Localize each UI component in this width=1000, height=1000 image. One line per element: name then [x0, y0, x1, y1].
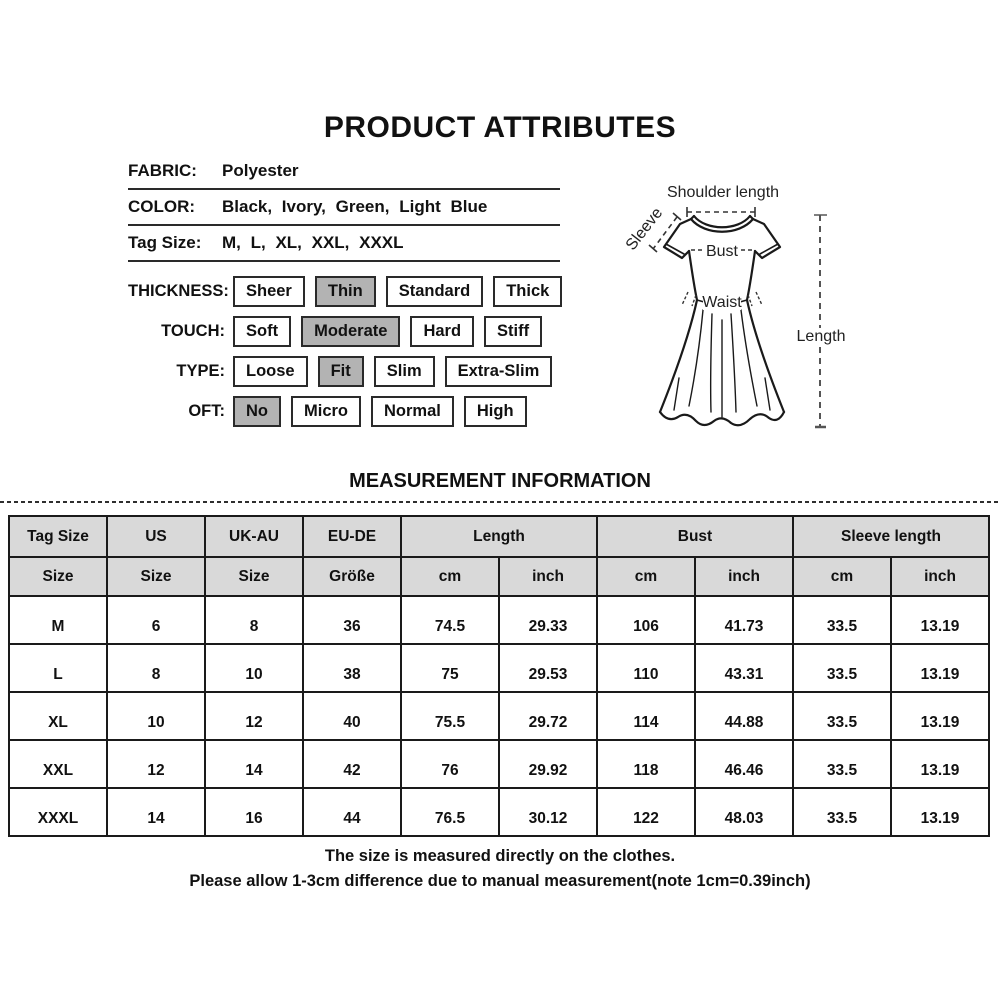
option-touch-stiff: Stiff	[484, 316, 542, 347]
attribute-option-rows	[128, 276, 588, 436]
table-header-tag-size: Tag Size	[9, 516, 107, 557]
table-subheader-3-gr-e: Größe	[303, 557, 401, 596]
table-cell: 13.19	[891, 692, 989, 740]
table-row-l	[9, 644, 989, 692]
table-subheader-5-inch: inch	[499, 557, 597, 596]
table-cell: 14	[107, 788, 205, 836]
fabric-row	[128, 154, 560, 190]
table-cell: 8	[107, 644, 205, 692]
table-header-us: US	[107, 516, 205, 557]
oft-label: OFT:	[188, 402, 225, 420]
table-subheader-7-inch: inch	[695, 557, 793, 596]
option-oft-no: No	[233, 396, 281, 427]
option-thickness-thick: Thick	[493, 276, 562, 307]
length-measure-line	[814, 215, 827, 427]
option-thickness-standard: Standard	[386, 276, 484, 307]
table-cell: 118	[597, 740, 695, 788]
table-cell: XXL	[9, 740, 107, 788]
option-thickness-thin: Thin	[315, 276, 376, 307]
table-row-m	[9, 596, 989, 644]
table-row-xl	[9, 692, 989, 740]
color-row	[128, 190, 560, 226]
oft-row	[128, 396, 588, 427]
tag-size-row	[128, 226, 560, 262]
option-type-fit: Fit	[318, 356, 364, 387]
table-cell: 40	[303, 692, 401, 740]
table-cell: 29.53	[499, 644, 597, 692]
table-cell: 13.19	[891, 644, 989, 692]
fabric-label: FABRIC:	[128, 161, 197, 180]
thickness-label: THICKNESS:	[128, 282, 229, 300]
table-cell: 13.19	[891, 740, 989, 788]
waist-label: Waist	[702, 294, 742, 311]
table-cell: 29.92	[499, 740, 597, 788]
bust-label: Bust	[705, 243, 739, 260]
type-label: TYPE:	[176, 362, 225, 380]
touch-label: TOUCH:	[161, 322, 225, 340]
table-cell: 75	[401, 644, 499, 692]
table-header-bust: Bust	[597, 516, 793, 557]
table-subheader-4-cm: cm	[401, 557, 499, 596]
size-table-head	[9, 516, 989, 596]
table-cell: 29.33	[499, 596, 597, 644]
attribute-rows	[128, 154, 560, 262]
table-cell: 33.5	[793, 788, 891, 836]
tag-size-label: Tag Size:	[128, 233, 202, 252]
table-cell: 13.19	[891, 788, 989, 836]
thickness-options	[233, 276, 562, 307]
table-subheader-9-inch: inch	[891, 557, 989, 596]
table-cell: 12	[205, 692, 303, 740]
shoulder-length-label: Shoulder length	[666, 184, 780, 201]
sleeve-label: Sleeve	[622, 204, 667, 254]
table-cell: 42	[303, 740, 401, 788]
table-cell: 41.73	[695, 596, 793, 644]
table-cell: 33.5	[793, 740, 891, 788]
option-oft-micro: Micro	[291, 396, 361, 427]
table-cell: XXXL	[9, 788, 107, 836]
oft-options	[233, 396, 527, 427]
table-cell: 44	[303, 788, 401, 836]
table-cell: 16	[205, 788, 303, 836]
table-cell: 122	[597, 788, 695, 836]
table-cell: 48.03	[695, 788, 793, 836]
table-cell: L	[9, 644, 107, 692]
length-label: Length	[796, 328, 846, 345]
option-touch-hard: Hard	[410, 316, 474, 347]
table-cell: 14	[205, 740, 303, 788]
size-table-body	[9, 596, 989, 836]
table-cell: 33.5	[793, 596, 891, 644]
table-cell: 10	[205, 644, 303, 692]
table-cell: 12	[107, 740, 205, 788]
option-type-loose: Loose	[233, 356, 308, 387]
table-cell: 75.5	[401, 692, 499, 740]
table-cell: 106	[597, 596, 695, 644]
table-header-uk-au: UK-AU	[205, 516, 303, 557]
table-subheader-6-cm: cm	[597, 557, 695, 596]
color-value: Black, Ivory, Green, Light Blue	[222, 197, 488, 216]
thickness-row	[128, 276, 588, 307]
table-cell: 110	[597, 644, 695, 692]
table-row-xxl	[9, 740, 989, 788]
option-touch-moderate: Moderate	[301, 316, 400, 347]
table-header-sleeve-length: Sleeve length	[793, 516, 989, 557]
table-cell: XL	[9, 692, 107, 740]
table-cell: 76	[401, 740, 499, 788]
table-subheader-1-size: Size	[107, 557, 205, 596]
table-subheader-2-size: Size	[205, 557, 303, 596]
table-cell: 10	[107, 692, 205, 740]
table-row-xxxl	[9, 788, 989, 836]
option-touch-soft: Soft	[233, 316, 291, 347]
table-subheader-8-cm: cm	[793, 557, 891, 596]
table-cell: 33.5	[793, 644, 891, 692]
option-thickness-sheer: Sheer	[233, 276, 305, 307]
type-row	[128, 356, 588, 387]
touch-options	[233, 316, 542, 347]
type-options	[233, 356, 552, 387]
tag-size-value: M, L, XL, XXL, XXXL	[222, 233, 404, 252]
color-label: COLOR:	[128, 197, 196, 216]
table-cell: 6	[107, 596, 205, 644]
option-type-extra-slim: Extra-Slim	[445, 356, 553, 387]
table-cell: 36	[303, 596, 401, 644]
table-cell: 74.5	[401, 596, 499, 644]
table-cell: 30.12	[499, 788, 597, 836]
fabric-value: Polyester	[222, 161, 299, 180]
table-cell: 44.88	[695, 692, 793, 740]
table-cell: 38	[303, 644, 401, 692]
table-cell: 76.5	[401, 788, 499, 836]
note-line-2: Please allow 1-3cm difference due to manual measurement(note 1cm=0.39inch)	[189, 872, 811, 890]
option-type-slim: Slim	[374, 356, 435, 387]
table-cell: 13.19	[891, 596, 989, 644]
table-cell: 43.31	[695, 644, 793, 692]
shoulder-measure-line	[687, 207, 755, 217]
option-oft-high: High	[464, 396, 527, 427]
table-cell: 8	[205, 596, 303, 644]
skirt-fold-lines	[674, 310, 770, 417]
dashed-divider	[0, 501, 1000, 503]
table-subheader-0-size: Size	[9, 557, 107, 596]
table-cell: 33.5	[793, 692, 891, 740]
measurement-section-title: MEASUREMENT INFORMATION	[349, 470, 651, 492]
table-cell: M	[9, 596, 107, 644]
table-cell: 29.72	[499, 692, 597, 740]
note-line-1: The size is measured directly on the clothes.	[324, 847, 676, 865]
dress-measurement-diagram	[600, 160, 1000, 460]
table-header-eu-de: EU-DE	[303, 516, 401, 557]
table-header-length: Length	[401, 516, 597, 557]
page-title: PRODUCT ATTRIBUTES	[323, 111, 677, 144]
option-oft-normal: Normal	[371, 396, 454, 427]
table-cell: 46.46	[695, 740, 793, 788]
size-table	[8, 515, 990, 837]
touch-row	[128, 316, 588, 347]
table-cell: 114	[597, 692, 695, 740]
